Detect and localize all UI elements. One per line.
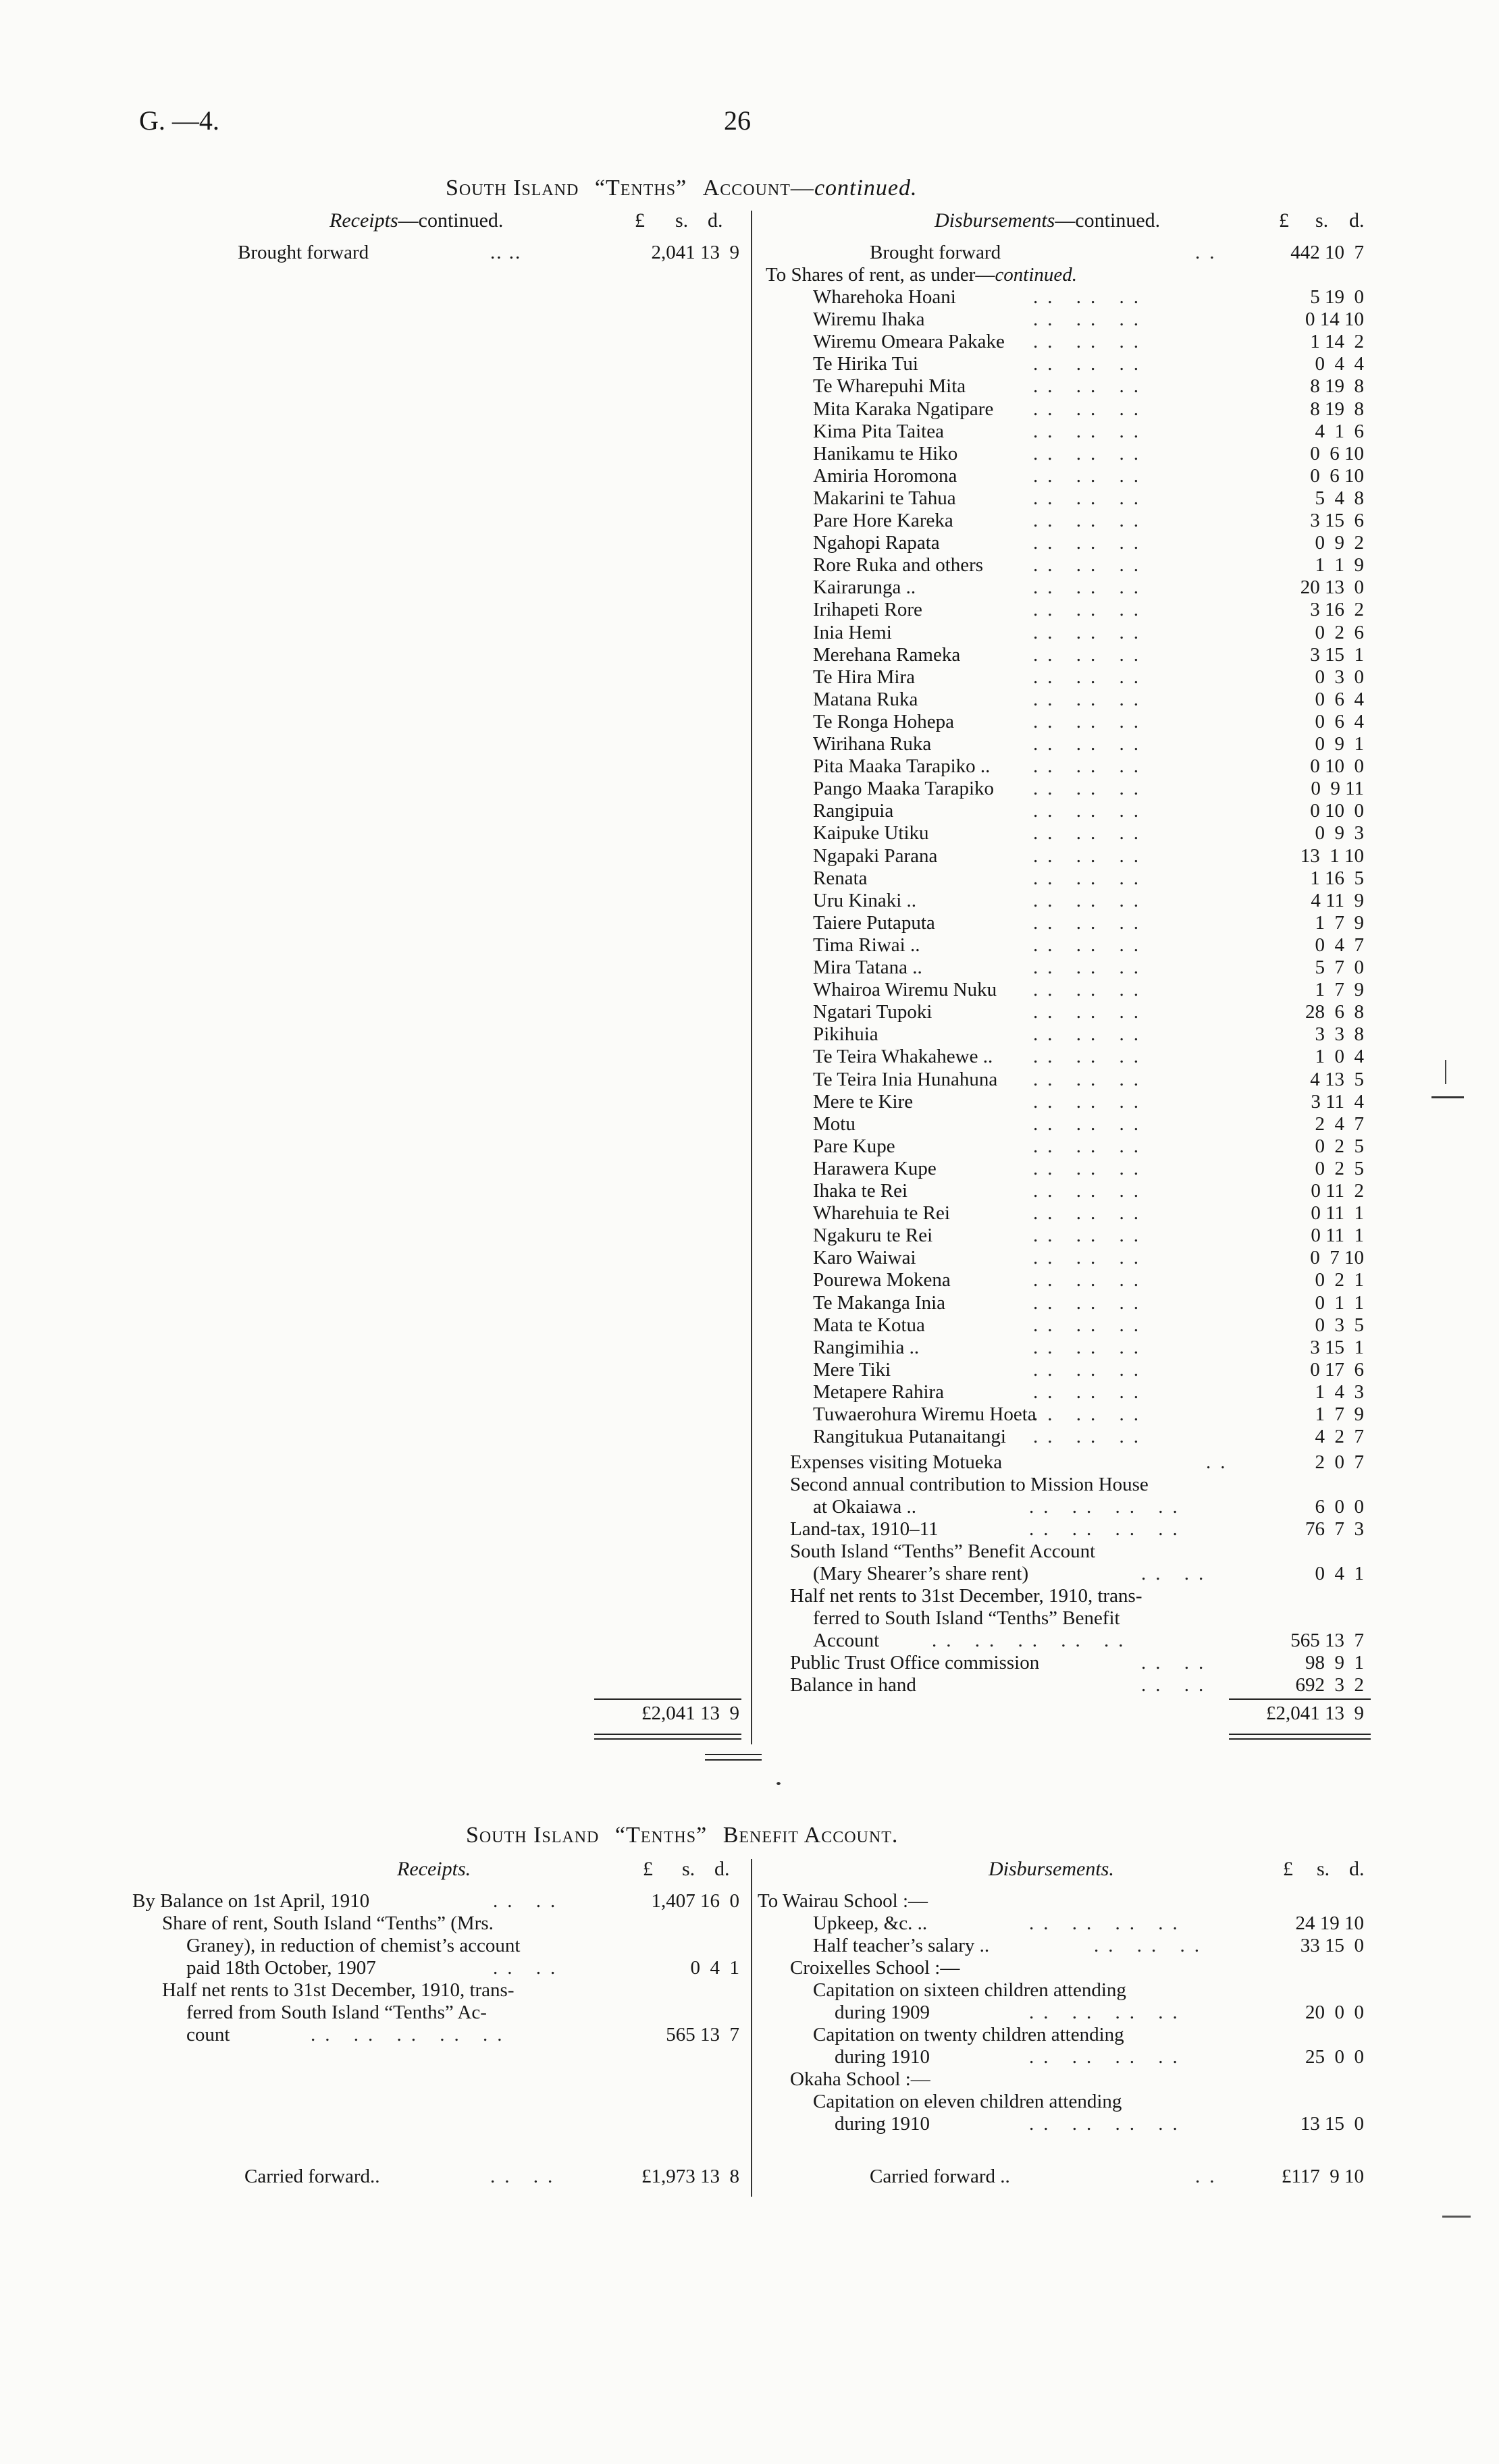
share-recipient-amount: 0 3 5 xyxy=(1315,1314,1364,1336)
disb-col-pence: d. xyxy=(1349,209,1365,232)
share-recipient-name: Pango Maaka Tarapiko xyxy=(813,778,995,799)
disb-benefit-2: (Mary Shearer’s share rent) xyxy=(813,1563,1029,1584)
tenths-heading-b: “Tenths” xyxy=(594,176,687,200)
share-recipient-name: Te Teira Inia Hunahuna xyxy=(813,1069,998,1090)
share-recipient-name: Te Wharepuhi Mita xyxy=(813,375,966,397)
share-recipient-leader: .. .. .. xyxy=(1033,1269,1148,1291)
benefit-cap16-amount: 20 0 0 xyxy=(1305,2002,1364,2023)
share-recipient-amount: 0 4 7 xyxy=(1315,934,1364,956)
share-recipient-name: Wharehoka Hoani xyxy=(813,286,956,308)
share-recipient-amount: 20 13 0 xyxy=(1300,577,1364,598)
share-recipient-leader: .. .. .. xyxy=(1033,1180,1148,1202)
column-divider xyxy=(751,211,752,1744)
benefit-share-3: paid 18th October, 1907 xyxy=(186,1957,376,1979)
share-recipient-amount: 0 11 1 xyxy=(1311,1225,1364,1246)
share-recipient-name: Kairarunga .. xyxy=(813,577,916,598)
disb-benefit-amount: 0 4 1 xyxy=(1315,1563,1364,1584)
benefit-heading-a: South Island xyxy=(466,1823,600,1848)
benefit-disb-carried-lead: .. xyxy=(1195,2166,1224,2187)
disb-landtax-lead: .. .. .. .. xyxy=(1029,1518,1187,1540)
share-recipient-name: Motu xyxy=(813,1113,856,1135)
share-recipient-name: Rangitukua Putanaitangi xyxy=(813,1426,1006,1447)
disb-total-rule-bottom-1 xyxy=(1229,1734,1371,1735)
benefit-share-lead: .. .. xyxy=(493,1957,565,1979)
share-recipient-amount: 8 19 8 xyxy=(1310,398,1364,420)
benefit-half-amount: 565 13 7 xyxy=(666,2024,739,2045)
share-recipient-amount: 0 3 0 xyxy=(1315,666,1364,688)
disb-total-rule-bottom-2 xyxy=(1229,1738,1371,1740)
disb-halfnet-lead: .. .. .. .. .. xyxy=(932,1630,1133,1651)
disb-header xyxy=(935,209,1160,232)
benefit-half-2: ferred from South Island “Tenths” Ac- xyxy=(186,2002,487,2023)
tenths-heading-c: Account— xyxy=(702,176,814,200)
receipts-total-rule-bottom-1 xyxy=(594,1734,741,1735)
share-recipient-leader: .. .. .. xyxy=(1033,398,1148,420)
share-recipient-amount: 5 4 8 xyxy=(1315,487,1364,509)
disb-benefit-1: South Island “Tenths” Benefit Account xyxy=(790,1541,1096,1562)
share-recipient-leader: .. .. .. xyxy=(1033,778,1148,799)
share-recipient-name: Pare Hore Kareka xyxy=(813,510,953,531)
share-recipient-name: Harawera Kupe xyxy=(813,1158,937,1179)
benefit-receipts-carried-lead: .. .. xyxy=(490,2166,562,2187)
benefit-receipts-label: Receipts. xyxy=(397,1858,471,1880)
share-recipient-name: Ngahopi Rapata xyxy=(813,532,940,554)
share-recipient-name: Mata te Kotua xyxy=(813,1314,925,1336)
benefit-cap11-amount: 13 15 0 xyxy=(1300,2113,1364,2135)
share-recipient-name: Ihaka te Rei xyxy=(813,1180,908,1202)
share-recipient-amount: 3 15 1 xyxy=(1310,644,1364,666)
share-recipient-leader: .. .. .. xyxy=(1033,1091,1148,1113)
margin-mark-vertical xyxy=(1445,1060,1446,1084)
receipts-col-shillings: s. xyxy=(675,209,689,232)
share-recipient-amount: 3 15 1 xyxy=(1310,1337,1364,1358)
share-recipient-leader: .. .. .. xyxy=(1033,1381,1148,1403)
benefit-heading xyxy=(466,1824,898,1846)
receipts-total-rule-bottom-2 xyxy=(594,1738,741,1740)
share-recipient-amount: 5 19 0 xyxy=(1310,286,1364,308)
share-recipient-name: Whairoa Wiremu Nuku xyxy=(813,979,997,1000)
disb-pto-amount: 98 9 1 xyxy=(1305,1652,1364,1673)
receipts-col-pounds: £ xyxy=(635,209,645,232)
share-recipient-amount: 0 1 1 xyxy=(1315,1292,1364,1314)
benefit-receipts-col-pounds: £ xyxy=(643,1858,653,1880)
share-recipient-amount: 0 9 11 xyxy=(1311,778,1364,799)
share-recipient-leader: .. .. .. xyxy=(1033,465,1148,487)
disb-landtax-amount: 76 7 3 xyxy=(1305,1518,1364,1540)
benefit-disb-label: Disbursements. xyxy=(989,1858,1114,1880)
benefit-cap20-2: during 1910 xyxy=(835,2046,930,2068)
tenths-heading-a: South Island xyxy=(446,176,579,200)
benefit-wairau: To Wairau School :— xyxy=(758,1890,928,1912)
receipts-total: £2,041 13 9 xyxy=(641,1703,739,1724)
benefit-teacher-lead: .. .. .. xyxy=(1094,1935,1209,1956)
benefit-cap16-1: Capitation on sixteen children attending xyxy=(813,1979,1126,2001)
disb-mission-amount: 6 0 0 xyxy=(1315,1496,1364,1518)
share-recipient-amount: 8 19 8 xyxy=(1310,375,1364,397)
share-recipient-leader: .. .. .. xyxy=(1033,867,1148,889)
disb-col-shillings: s. xyxy=(1315,209,1329,232)
benefit-share-2: Graney), in reduction of chemist’s account xyxy=(186,1935,521,1956)
share-recipient-name: Inia Hemi xyxy=(813,622,892,643)
share-recipient-amount: 0 9 2 xyxy=(1315,532,1364,554)
separator-mark xyxy=(777,1782,781,1785)
benefit-cap16-lead: .. .. .. .. xyxy=(1029,2002,1187,2023)
share-recipient-leader: .. .. .. xyxy=(1033,890,1148,911)
share-recipient-name: Pita Maaka Tarapiko .. xyxy=(813,755,991,777)
benefit-croix: Croixelles School :— xyxy=(790,1957,960,1979)
page-number: 26 xyxy=(724,105,751,136)
benefit-balance-lead: .. .. xyxy=(493,1890,565,1912)
share-recipient-name: Matana Ruka xyxy=(813,689,918,710)
share-recipient-leader: .. .. .. xyxy=(1033,1225,1148,1246)
share-recipient-leader: .. .. .. xyxy=(1033,510,1148,531)
share-recipient-name: Mere Tiki xyxy=(813,1359,891,1381)
benefit-teacher-amount: 33 15 0 xyxy=(1300,1935,1364,1956)
share-recipient-amount: 1 7 9 xyxy=(1315,979,1364,1000)
benefit-share-amount: 0 4 1 xyxy=(690,1957,739,1979)
disb-expenses: Expenses visiting Motueka xyxy=(790,1451,1003,1473)
disb-expenses-amount: 2 0 7 xyxy=(1315,1451,1364,1473)
share-recipient-leader: .. .. .. xyxy=(1033,957,1148,978)
share-recipient-amount: 0 11 1 xyxy=(1311,1202,1364,1224)
share-recipient-name: Irihapeti Rore xyxy=(813,599,922,620)
share-recipient-leader: .. .. .. xyxy=(1033,1337,1148,1358)
disb-brought-amount: 442 10 7 xyxy=(1290,242,1364,263)
benefit-receipts-col-shillings: s. xyxy=(682,1858,695,1880)
share-recipient-leader: .. .. .. xyxy=(1033,689,1148,710)
share-recipient-amount: 0 7 10 xyxy=(1310,1247,1364,1268)
share-recipient-leader: .. .. .. xyxy=(1033,800,1148,822)
disb-shares-italic: continued. xyxy=(995,264,1078,286)
share-recipient-name: Ngapaki Parana xyxy=(813,845,938,867)
share-recipient-name: Mere te Kire xyxy=(813,1091,914,1113)
receipts-header xyxy=(330,209,503,232)
share-recipient-name: Kima Pita Taitea xyxy=(813,421,944,442)
benefit-teacher: Half teacher’s salary .. xyxy=(813,1935,990,1956)
disb-mission-2: at Okaiawa .. xyxy=(813,1496,916,1518)
share-recipient-leader: .. .. .. xyxy=(1033,1001,1148,1023)
share-recipient-amount: 1 0 4 xyxy=(1315,1046,1364,1067)
share-recipient-leader: .. .. .. xyxy=(1033,1202,1148,1224)
share-recipient-amount: 0 14 10 xyxy=(1305,309,1364,330)
share-recipient-leader: .. .. .. xyxy=(1033,1403,1148,1425)
share-recipient-leader: .. .. .. xyxy=(1033,375,1148,397)
benefit-cap20-amount: 25 0 0 xyxy=(1305,2046,1364,2068)
receipts-brought-lead: .. .. xyxy=(490,242,522,263)
share-recipient-leader: .. .. .. xyxy=(1033,666,1148,688)
disb-suffix: —continued. xyxy=(1055,209,1161,232)
share-recipient-name: Tuwaerohura Wiremu Hoeta xyxy=(813,1403,1036,1425)
disb-brought-lead: .. xyxy=(1195,242,1224,263)
disb-landtax: Land-tax, 1910–11 xyxy=(790,1518,939,1540)
disb-pto: Public Trust Office commission xyxy=(790,1652,1040,1673)
share-recipient-leader: .. .. .. xyxy=(1033,331,1148,352)
share-recipient-amount: 2 4 7 xyxy=(1315,1113,1364,1135)
share-recipient-amount: 0 2 5 xyxy=(1315,1135,1364,1157)
share-recipient-name: Pourewa Mokena xyxy=(813,1269,951,1291)
benefit-half-lead: .. .. .. .. .. xyxy=(311,2024,512,2045)
share-recipient-name: Wiremu Omeara Pakake xyxy=(813,331,1005,352)
benefit-disb-carried: Carried forward .. xyxy=(870,2166,1010,2187)
benefit-cap20-lead: .. .. .. .. xyxy=(1029,2046,1187,2068)
share-recipient-leader: .. .. .. xyxy=(1033,1113,1148,1135)
share-recipient-leader: .. .. .. xyxy=(1033,532,1148,554)
share-recipient-name: Te Hira Mira xyxy=(813,666,915,688)
benefit-upkeep: Upkeep, &c. .. xyxy=(813,1912,928,1934)
share-recipient-amount: 1 4 3 xyxy=(1315,1381,1364,1403)
share-recipient-amount: 0 9 1 xyxy=(1315,733,1364,755)
share-recipient-leader: .. .. .. xyxy=(1033,1314,1148,1336)
share-recipient-amount: 0 6 10 xyxy=(1310,443,1364,464)
share-recipient-name: Rore Ruka and others xyxy=(813,554,984,576)
share-recipient-name: Rangimihia .. xyxy=(813,1337,920,1358)
margin-mark-lower xyxy=(1442,2216,1471,2218)
share-recipient-leader: .. .. .. xyxy=(1033,599,1148,620)
share-recipient-leader: .. .. .. xyxy=(1033,309,1148,330)
share-recipient-amount: 1 14 2 xyxy=(1310,331,1364,352)
share-recipient-amount: 1 16 5 xyxy=(1310,867,1364,889)
disb-col-pounds: £ xyxy=(1279,209,1289,232)
account-separator-1 xyxy=(705,1754,762,1755)
share-recipient-amount: 3 16 2 xyxy=(1310,599,1364,620)
benefit-cap11-2: during 1910 xyxy=(835,2113,930,2135)
benefit-balance-line: By Balance on 1st April, 1910 xyxy=(132,1890,370,1912)
share-recipient-amount: 0 2 5 xyxy=(1315,1158,1364,1179)
share-recipient-amount: 4 13 5 xyxy=(1310,1069,1364,1090)
share-recipient-amount: 0 6 4 xyxy=(1315,689,1364,710)
page-ref: G. —4. xyxy=(139,105,219,136)
share-recipient-leader: .. .. .. xyxy=(1033,822,1148,844)
share-recipient-amount: 4 11 9 xyxy=(1311,890,1364,911)
share-recipient-leader: .. .. .. xyxy=(1033,1359,1148,1381)
share-recipient-amount: 0 9 3 xyxy=(1315,822,1364,844)
share-recipient-leader: .. .. .. xyxy=(1033,577,1148,598)
share-recipient-amount: 1 7 9 xyxy=(1315,1403,1364,1425)
disb-pto-lead: .. .. xyxy=(1141,1652,1213,1673)
tenths-heading xyxy=(446,177,918,199)
share-recipient-amount: 0 2 1 xyxy=(1315,1269,1364,1291)
share-recipient-amount: 5 7 0 xyxy=(1315,957,1364,978)
share-recipient-name: Renata xyxy=(813,867,868,889)
share-recipient-name: Kaipuke Utiku xyxy=(813,822,929,844)
benefit-upkeep-lead: .. .. .. .. xyxy=(1029,1912,1187,1934)
disb-mission-lead: .. .. .. .. xyxy=(1029,1496,1187,1518)
share-recipient-name: Te Teira Whakahewe .. xyxy=(813,1046,993,1067)
share-recipient-amount: 28 6 8 xyxy=(1305,1001,1364,1023)
disb-shares-line xyxy=(766,264,1077,286)
receipts-col-pence: d. xyxy=(708,209,723,232)
receipts-suffix: —continued. xyxy=(398,209,504,232)
share-recipient-name: Ngatari Tupoki xyxy=(813,1001,932,1023)
disb-brought-forward: Brought forward xyxy=(870,242,1001,263)
disb-balance-lead: .. .. xyxy=(1141,1674,1213,1696)
account-separator-2 xyxy=(705,1759,762,1761)
share-recipient-leader: .. .. .. xyxy=(1033,1046,1148,1067)
disb-halfnet-2: ferred to South Island “Tenths” Benefit xyxy=(813,1607,1120,1629)
benefit-cap20-1: Capitation on twenty children attending xyxy=(813,2024,1124,2045)
share-recipient-leader: .. .. .. xyxy=(1033,1069,1148,1090)
share-recipient-amount: 3 15 6 xyxy=(1310,510,1364,531)
share-recipient-leader: .. .. .. xyxy=(1033,622,1148,643)
disb-total: £2,041 13 9 xyxy=(1266,1703,1364,1724)
share-recipient-leader: .. .. .. xyxy=(1033,1292,1148,1314)
disb-benefit-lead: .. .. xyxy=(1141,1563,1213,1584)
share-recipient-leader: .. .. .. xyxy=(1033,934,1148,956)
share-recipient-leader: .. .. .. xyxy=(1033,443,1148,464)
share-recipient-name: Te Makanga Inia xyxy=(813,1292,946,1314)
share-recipient-name: Rangipuia xyxy=(813,800,894,822)
benefit-cap16-2: during 1909 xyxy=(835,2002,930,2023)
share-recipient-leader: .. .. .. xyxy=(1033,554,1148,576)
disb-total-rule-top xyxy=(1229,1698,1371,1700)
share-recipient-leader: .. .. .. xyxy=(1033,845,1148,867)
share-recipient-name: Merehana Rameka xyxy=(813,644,961,666)
share-recipient-name: Hanikamu te Hiko xyxy=(813,443,958,464)
share-recipient-amount: 0 6 4 xyxy=(1315,711,1364,732)
share-recipient-amount: 0 10 0 xyxy=(1310,800,1364,822)
share-recipient-amount: 4 2 7 xyxy=(1315,1426,1364,1447)
share-recipient-amount: 0 17 6 xyxy=(1310,1359,1364,1381)
share-recipient-leader: .. .. .. xyxy=(1033,1158,1148,1179)
share-recipient-name: Pare Kupe xyxy=(813,1135,895,1157)
disb-expenses-lead: .. xyxy=(1206,1451,1235,1473)
share-recipient-amount: 1 1 9 xyxy=(1315,554,1364,576)
share-recipient-leader: .. .. .. xyxy=(1033,353,1148,375)
share-recipient-name: Wiremu Ihaka xyxy=(813,309,925,330)
share-recipient-amount: 3 3 8 xyxy=(1315,1023,1364,1045)
share-recipient-amount: 3 11 4 xyxy=(1311,1091,1364,1113)
disb-halfnet-1: Half net rents to 31st December, 1910, trans- xyxy=(790,1585,1142,1607)
share-recipient-leader: .. .. .. xyxy=(1033,733,1148,755)
receipts-total-rule-top xyxy=(594,1698,741,1700)
share-recipient-leader: .. .. .. xyxy=(1033,1426,1148,1447)
receipts-brought-amount: 2,041 13 9 xyxy=(651,242,739,263)
tenths-heading-d: continued. xyxy=(814,176,918,200)
share-recipient-name: Amiria Horomona xyxy=(813,465,957,487)
share-recipient-leader: .. .. .. xyxy=(1033,286,1148,308)
benefit-upkeep-amount: 24 19 10 xyxy=(1295,1912,1364,1934)
disb-mission-1: Second annual contribution to Mission House xyxy=(790,1474,1149,1495)
share-recipient-name: Makarini te Tahua xyxy=(813,487,956,509)
share-recipient-name: Taiere Putaputa xyxy=(813,912,935,934)
share-recipient-name: Karo Waiwai xyxy=(813,1247,916,1268)
margin-mark xyxy=(1431,1096,1464,1098)
share-recipient-amount: 0 2 6 xyxy=(1315,622,1364,643)
benefit-heading-c: Benefit Account. xyxy=(722,1823,899,1848)
share-recipient-name: Metapere Rahira xyxy=(813,1381,945,1403)
share-recipient-name: Pikihuia xyxy=(813,1023,878,1045)
share-recipient-leader: .. .. .. xyxy=(1033,1247,1148,1268)
share-recipient-leader: .. .. .. xyxy=(1033,644,1148,666)
share-recipient-leader: .. .. .. xyxy=(1033,487,1148,509)
disb-halfnet-amount: 565 13 7 xyxy=(1290,1630,1364,1651)
benefit-column-divider xyxy=(751,1859,752,2197)
benefit-receipts-carried: Carried forward.. xyxy=(244,2166,380,2187)
share-recipient-name: Tima Riwai .. xyxy=(813,934,920,956)
share-recipient-amount: 0 4 4 xyxy=(1315,353,1364,375)
receipts-label: Receipts xyxy=(330,209,398,232)
disb-halfnet-3: Account xyxy=(813,1630,880,1651)
share-recipient-amount: 0 6 10 xyxy=(1310,465,1364,487)
benefit-cap11-1: Capitation on eleven children attending xyxy=(813,2091,1122,2112)
benefit-heading-b: “Tenths” xyxy=(614,1823,708,1848)
share-recipient-amount: 4 1 6 xyxy=(1315,421,1364,442)
share-recipient-leader: .. .. .. xyxy=(1033,912,1148,934)
disb-balance-amount: 692 3 2 xyxy=(1295,1674,1364,1696)
share-recipient-name: Ngakuru te Rei xyxy=(813,1225,933,1246)
share-recipient-amount: 0 10 0 xyxy=(1310,755,1364,777)
benefit-half-3: count xyxy=(186,2024,230,2045)
benefit-receipts-col-pence: d. xyxy=(714,1858,730,1880)
benefit-cap11-lead: .. .. .. .. xyxy=(1029,2113,1187,2135)
share-recipient-leader: .. .. .. xyxy=(1033,711,1148,732)
share-recipient-leader: .. .. .. xyxy=(1033,1023,1148,1045)
share-recipient-amount: 0 11 2 xyxy=(1311,1180,1364,1202)
disb-label: Disbursements xyxy=(935,209,1055,232)
receipts-brought-forward: Brought forward xyxy=(238,242,369,263)
share-recipient-name: Mita Karaka Ngatipare xyxy=(813,398,994,420)
share-recipient-leader: .. .. .. xyxy=(1033,421,1148,442)
share-recipient-leader: .. .. .. xyxy=(1033,755,1148,777)
benefit-balance-amount: 1,407 16 0 xyxy=(651,1890,739,1912)
share-recipient-name: Te Hirika Tui xyxy=(813,353,918,375)
benefit-receipts-carried-amount: £1,973 13 8 xyxy=(641,2166,739,2187)
benefit-okaha: Okaha School :— xyxy=(790,2068,930,2090)
share-recipient-amount: 1 7 9 xyxy=(1315,912,1364,934)
benefit-disb-col-shillings: s. xyxy=(1317,1858,1330,1880)
benefit-disb-col-pence: d. xyxy=(1349,1858,1365,1880)
share-recipient-name: Mira Tatana .. xyxy=(813,957,922,978)
share-recipient-leader: .. .. .. xyxy=(1033,979,1148,1000)
share-recipient-name: Wharehuia te Rei xyxy=(813,1202,950,1224)
disb-shares-text: To Shares of rent, as under— xyxy=(766,264,995,286)
share-recipient-name: Wirihana Ruka xyxy=(813,733,932,755)
benefit-half-1: Half net rents to 31st December, 1910, trans- xyxy=(162,1979,515,2001)
disb-balance: Balance in hand xyxy=(790,1674,916,1696)
share-recipient-name: Te Ronga Hohepa xyxy=(813,711,954,732)
benefit-share-1: Share of rent, South Island “Tenths” (Mrs. xyxy=(162,1912,494,1934)
benefit-disb-col-pounds: £ xyxy=(1283,1858,1293,1880)
share-recipient-name: Uru Kinaki .. xyxy=(813,890,917,911)
share-recipient-leader: .. .. .. xyxy=(1033,1135,1148,1157)
benefit-disb-carried-amount: £117 9 10 xyxy=(1281,2166,1364,2187)
share-recipient-amount: 13 1 10 xyxy=(1300,845,1364,867)
